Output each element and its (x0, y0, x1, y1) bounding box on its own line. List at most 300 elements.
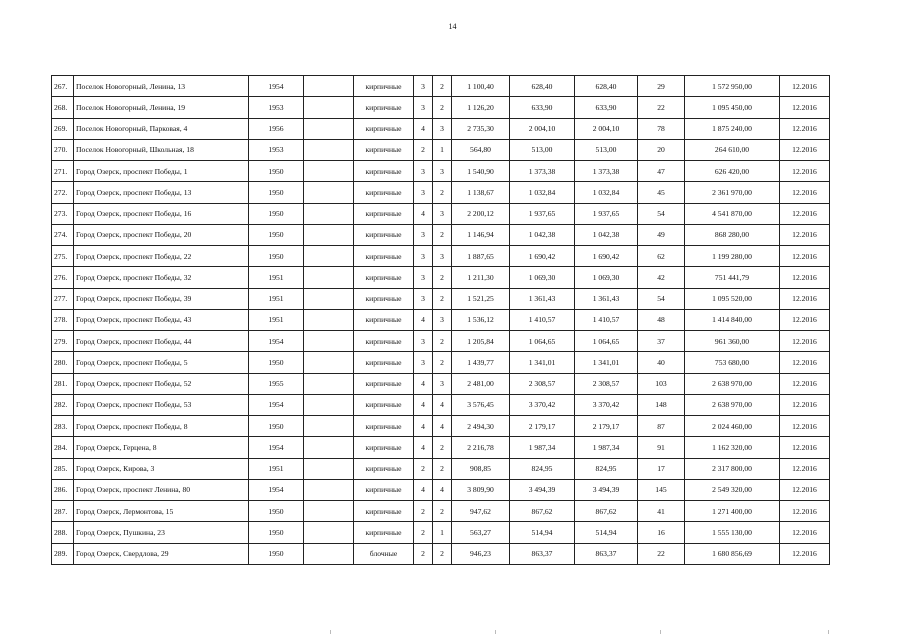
table-body (52, 76, 830, 565)
wall-material-cell: кирпичные (354, 331, 414, 352)
repair-cost-cell: 2 024 460,00 (685, 416, 780, 437)
repair-cost-cell: 961 360,00 (685, 331, 780, 352)
year-built-cell: 1956 (249, 118, 304, 139)
repair-cost-cell: 1 875 240,00 (685, 118, 780, 139)
wall-material-cell: кирпичные (354, 161, 414, 182)
empty-cell (304, 76, 354, 97)
residential-area-cell: 1 032,84 (575, 182, 638, 203)
residential-area-cell: 867,62 (575, 501, 638, 522)
table-row (52, 394, 830, 415)
floors-cell: 4 (414, 394, 433, 415)
page-number: 14 (448, 22, 457, 31)
wall-material-cell: кирпичные (354, 437, 414, 458)
residents-cell: 145 (638, 479, 685, 500)
repair-cost-cell: 4 541 870,00 (685, 203, 780, 224)
row-number-cell: 275. (52, 246, 74, 267)
year-built-cell: 1951 (249, 458, 304, 479)
table-row (52, 416, 830, 437)
year-built-cell: 1950 (249, 352, 304, 373)
deadline-cell: 12.2016 (780, 352, 830, 373)
empty-cell (304, 501, 354, 522)
living-area-cell: 824,95 (510, 458, 575, 479)
repair-cost-cell: 2 549 320,00 (685, 479, 780, 500)
living-area-cell: 513,00 (510, 139, 575, 160)
empty-cell (304, 458, 354, 479)
table-row (52, 437, 830, 458)
row-number-cell: 284. (52, 437, 74, 458)
entrances-cell: 3 (433, 309, 452, 330)
wall-material-cell: кирпичные (354, 97, 414, 118)
deadline-cell: 12.2016 (780, 267, 830, 288)
repair-cost-cell: 1 095 450,00 (685, 97, 780, 118)
repair-cost-cell: 2 638 970,00 (685, 373, 780, 394)
entrances-cell: 4 (433, 416, 452, 437)
address-cell: Город Озерск, проспект Победы, 5 (74, 352, 249, 373)
table-row (52, 458, 830, 479)
address-cell: Город Озерск, проспект Победы, 1 (74, 161, 249, 182)
year-built-cell: 1954 (249, 394, 304, 415)
row-number-cell: 267. (52, 76, 74, 97)
repair-cost-cell: 868 280,00 (685, 224, 780, 245)
empty-cell (304, 309, 354, 330)
total-area-cell: 563,27 (452, 522, 510, 543)
wall-material-cell: кирпичные (354, 203, 414, 224)
residential-area-cell: 1 042,38 (575, 224, 638, 245)
residents-cell: 22 (638, 97, 685, 118)
entrances-cell: 2 (433, 76, 452, 97)
residents-cell: 22 (638, 543, 685, 564)
row-number-cell: 279. (52, 331, 74, 352)
address-cell: Город Озерск, проспект Победы, 52 (74, 373, 249, 394)
deadline-cell: 12.2016 (780, 437, 830, 458)
deadline-cell: 12.2016 (780, 224, 830, 245)
total-area-cell: 908,85 (452, 458, 510, 479)
residential-area-cell: 1 937,65 (575, 203, 638, 224)
residential-area-cell: 1 064,65 (575, 331, 638, 352)
deadline-cell: 12.2016 (780, 288, 830, 309)
deadline-cell: 12.2016 (780, 203, 830, 224)
residential-area-cell: 3 494,39 (575, 479, 638, 500)
entrances-cell: 2 (433, 97, 452, 118)
address-cell: Поселок Новогорный, Ленина, 13 (74, 76, 249, 97)
address-cell: Город Озерск, проспект Победы, 32 (74, 267, 249, 288)
year-built-cell: 1950 (249, 203, 304, 224)
year-built-cell: 1954 (249, 437, 304, 458)
wall-material-cell: кирпичные (354, 479, 414, 500)
residents-cell: 62 (638, 246, 685, 267)
residents-cell: 37 (638, 331, 685, 352)
table-row (52, 501, 830, 522)
total-area-cell: 1 887,65 (452, 246, 510, 267)
living-area-cell: 633,90 (510, 97, 575, 118)
wall-material-cell: кирпичные (354, 118, 414, 139)
address-cell: Поселок Новогорный, Школьная, 18 (74, 139, 249, 160)
wall-material-cell: кирпичные (354, 373, 414, 394)
residents-cell: 48 (638, 309, 685, 330)
row-number-cell: 278. (52, 309, 74, 330)
deadline-cell: 12.2016 (780, 501, 830, 522)
empty-cell (304, 182, 354, 203)
total-area-cell: 2 494,30 (452, 416, 510, 437)
table-row (52, 352, 830, 373)
row-number-cell: 277. (52, 288, 74, 309)
living-area-cell: 2 308,57 (510, 373, 575, 394)
repair-cost-cell: 751 441,79 (685, 267, 780, 288)
deadline-cell: 12.2016 (780, 394, 830, 415)
address-cell: Город Озерск, Лермонтова, 15 (74, 501, 249, 522)
repair-cost-cell: 1 162 320,00 (685, 437, 780, 458)
total-area-cell: 947,62 (452, 501, 510, 522)
floors-cell: 3 (414, 161, 433, 182)
wall-material-cell: кирпичные (354, 309, 414, 330)
row-number-cell: 287. (52, 501, 74, 522)
residents-cell: 45 (638, 182, 685, 203)
deadline-cell: 12.2016 (780, 182, 830, 203)
total-area-cell: 1 146,94 (452, 224, 510, 245)
living-area-cell: 1 987,34 (510, 437, 575, 458)
address-cell: Город Озерск, проспект Победы, 20 (74, 224, 249, 245)
total-area-cell: 946,23 (452, 543, 510, 564)
row-number-cell: 273. (52, 203, 74, 224)
deadline-cell: 12.2016 (780, 373, 830, 394)
total-area-cell: 2 481,00 (452, 373, 510, 394)
address-cell: Город Озерск, проспект Победы, 44 (74, 331, 249, 352)
floors-cell: 2 (414, 501, 433, 522)
residents-cell: 17 (638, 458, 685, 479)
entrances-cell: 3 (433, 203, 452, 224)
living-area-cell: 3 494,39 (510, 479, 575, 500)
year-built-cell: 1953 (249, 139, 304, 160)
total-area-cell: 1 439,77 (452, 352, 510, 373)
floors-cell: 3 (414, 267, 433, 288)
entrances-cell: 2 (433, 543, 452, 564)
year-built-cell: 1950 (249, 543, 304, 564)
floors-cell: 4 (414, 309, 433, 330)
address-cell: Город Озерск, проспект Победы, 22 (74, 246, 249, 267)
table-row (52, 543, 830, 564)
address-cell: Город Озерск, проспект Победы, 43 (74, 309, 249, 330)
residents-cell: 78 (638, 118, 685, 139)
living-area-cell: 1 032,84 (510, 182, 575, 203)
wall-material-cell: кирпичные (354, 394, 414, 415)
entrances-cell: 2 (433, 501, 452, 522)
residents-cell: 47 (638, 161, 685, 182)
address-cell: Город Озерск, проспект Ленина, 80 (74, 479, 249, 500)
deadline-cell: 12.2016 (780, 416, 830, 437)
living-area-cell: 1 341,01 (510, 352, 575, 373)
floors-cell: 2 (414, 522, 433, 543)
deadline-cell: 12.2016 (780, 479, 830, 500)
residents-cell: 16 (638, 522, 685, 543)
entrances-cell: 2 (433, 267, 452, 288)
living-area-cell: 1 937,65 (510, 203, 575, 224)
floors-cell: 2 (414, 543, 433, 564)
floors-cell: 4 (414, 203, 433, 224)
year-built-cell: 1951 (249, 288, 304, 309)
year-built-cell: 1954 (249, 331, 304, 352)
address-cell: Город Озерск, проспект Победы, 16 (74, 203, 249, 224)
residents-cell: 42 (638, 267, 685, 288)
row-number-cell: 270. (52, 139, 74, 160)
empty-cell (304, 118, 354, 139)
row-number-cell: 276. (52, 267, 74, 288)
total-area-cell: 1 211,30 (452, 267, 510, 288)
table-row (52, 97, 830, 118)
empty-cell (304, 161, 354, 182)
entrances-cell: 2 (433, 288, 452, 309)
year-built-cell: 1950 (249, 246, 304, 267)
table-row (52, 246, 830, 267)
empty-cell (304, 543, 354, 564)
table-row (52, 479, 830, 500)
row-number-cell: 288. (52, 522, 74, 543)
living-area-cell: 514,94 (510, 522, 575, 543)
residents-cell: 91 (638, 437, 685, 458)
repair-cost-cell: 1 572 950,00 (685, 76, 780, 97)
empty-cell (304, 522, 354, 543)
table-row (52, 331, 830, 352)
scan-mark (330, 630, 331, 634)
deadline-cell: 12.2016 (780, 161, 830, 182)
repair-cost-cell: 264 610,00 (685, 139, 780, 160)
row-number-cell: 272. (52, 182, 74, 203)
address-cell: Город Озерск, Герцена, 8 (74, 437, 249, 458)
row-number-cell: 282. (52, 394, 74, 415)
total-area-cell: 1 521,25 (452, 288, 510, 309)
empty-cell (304, 331, 354, 352)
year-built-cell: 1950 (249, 161, 304, 182)
wall-material-cell: кирпичные (354, 182, 414, 203)
repair-cost-cell: 1 095 520,00 (685, 288, 780, 309)
row-number-cell: 280. (52, 352, 74, 373)
row-number-cell: 289. (52, 543, 74, 564)
repair-cost-cell: 1 680 856,69 (685, 543, 780, 564)
living-area-cell: 863,37 (510, 543, 575, 564)
repair-cost-cell: 1 555 130,00 (685, 522, 780, 543)
total-area-cell: 1 126,20 (452, 97, 510, 118)
housing-registry-table (51, 75, 830, 565)
year-built-cell: 1955 (249, 373, 304, 394)
year-built-cell: 1950 (249, 501, 304, 522)
residential-area-cell: 2 308,57 (575, 373, 638, 394)
floors-cell: 3 (414, 182, 433, 203)
year-built-cell: 1950 (249, 224, 304, 245)
residents-cell: 40 (638, 352, 685, 373)
entrances-cell: 2 (433, 437, 452, 458)
empty-cell (304, 224, 354, 245)
table-row (52, 161, 830, 182)
residential-area-cell: 2 179,17 (575, 416, 638, 437)
deadline-cell: 12.2016 (780, 458, 830, 479)
row-number-cell: 271. (52, 161, 74, 182)
total-area-cell: 1 100,40 (452, 76, 510, 97)
address-cell: Город Озерск, проспект Победы, 8 (74, 416, 249, 437)
living-area-cell: 1 064,65 (510, 331, 575, 352)
residential-area-cell: 2 004,10 (575, 118, 638, 139)
total-area-cell: 1 540,90 (452, 161, 510, 182)
residents-cell: 49 (638, 224, 685, 245)
address-cell: Город Озерск, Свердлова, 29 (74, 543, 249, 564)
table-row (52, 309, 830, 330)
wall-material-cell: кирпичные (354, 458, 414, 479)
living-area-cell: 1 410,57 (510, 309, 575, 330)
deadline-cell: 12.2016 (780, 76, 830, 97)
repair-cost-cell: 2 361 970,00 (685, 182, 780, 203)
empty-cell (304, 288, 354, 309)
living-area-cell: 1 361,43 (510, 288, 575, 309)
floors-cell: 2 (414, 458, 433, 479)
entrances-cell: 3 (433, 118, 452, 139)
empty-cell (304, 203, 354, 224)
address-cell: Город Озерск, Пушкина, 23 (74, 522, 249, 543)
floors-cell: 2 (414, 139, 433, 160)
empty-cell (304, 139, 354, 160)
living-area-cell: 1 042,38 (510, 224, 575, 245)
total-area-cell: 1 138,67 (452, 182, 510, 203)
wall-material-cell: кирпичные (354, 416, 414, 437)
floors-cell: 4 (414, 118, 433, 139)
total-area-cell: 1 536,12 (452, 309, 510, 330)
empty-cell (304, 373, 354, 394)
residential-area-cell: 863,37 (575, 543, 638, 564)
entrances-cell: 2 (433, 224, 452, 245)
total-area-cell: 2 216,78 (452, 437, 510, 458)
table-row (52, 224, 830, 245)
floors-cell: 3 (414, 224, 433, 245)
wall-material-cell: кирпичные (354, 267, 414, 288)
residential-area-cell: 824,95 (575, 458, 638, 479)
residential-area-cell: 1 373,38 (575, 161, 638, 182)
living-area-cell: 867,62 (510, 501, 575, 522)
residential-area-cell: 3 370,42 (575, 394, 638, 415)
residents-cell: 29 (638, 76, 685, 97)
residents-cell: 87 (638, 416, 685, 437)
floors-cell: 3 (414, 246, 433, 267)
floors-cell: 3 (414, 331, 433, 352)
total-area-cell: 564,80 (452, 139, 510, 160)
entrances-cell: 2 (433, 182, 452, 203)
table-row (52, 182, 830, 203)
living-area-cell: 2 179,17 (510, 416, 575, 437)
table-row (52, 288, 830, 309)
repair-cost-cell: 1 271 400,00 (685, 501, 780, 522)
empty-cell (304, 267, 354, 288)
repair-cost-cell: 1 414 840,00 (685, 309, 780, 330)
entrances-cell: 3 (433, 373, 452, 394)
residential-area-cell: 513,00 (575, 139, 638, 160)
wall-material-cell: кирпичные (354, 352, 414, 373)
table-row (52, 76, 830, 97)
scan-mark (828, 630, 829, 634)
deadline-cell: 12.2016 (780, 118, 830, 139)
total-area-cell: 2 735,30 (452, 118, 510, 139)
wall-material-cell: кирпичные (354, 224, 414, 245)
floors-cell: 4 (414, 437, 433, 458)
year-built-cell: 1953 (249, 97, 304, 118)
empty-cell (304, 416, 354, 437)
residents-cell: 54 (638, 203, 685, 224)
table-row (52, 118, 830, 139)
empty-cell (304, 437, 354, 458)
table-row (52, 203, 830, 224)
floors-cell: 4 (414, 373, 433, 394)
residents-cell: 41 (638, 501, 685, 522)
table-row (52, 373, 830, 394)
wall-material-cell: блочные (354, 543, 414, 564)
residential-area-cell: 1 987,34 (575, 437, 638, 458)
row-number-cell: 274. (52, 224, 74, 245)
living-area-cell: 1 690,42 (510, 246, 575, 267)
address-cell: Город Озерск, проспект Победы, 53 (74, 394, 249, 415)
entrances-cell: 1 (433, 522, 452, 543)
address-cell: Поселок Новогорный, Парковая, 4 (74, 118, 249, 139)
row-number-cell: 283. (52, 416, 74, 437)
residents-cell: 148 (638, 394, 685, 415)
repair-cost-cell: 2 317 800,00 (685, 458, 780, 479)
empty-cell (304, 479, 354, 500)
entrances-cell: 2 (433, 352, 452, 373)
living-area-cell: 1 069,30 (510, 267, 575, 288)
residential-area-cell: 633,90 (575, 97, 638, 118)
floors-cell: 4 (414, 479, 433, 500)
floors-cell: 3 (414, 97, 433, 118)
living-area-cell: 3 370,42 (510, 394, 575, 415)
scan-mark (495, 630, 496, 634)
residential-area-cell: 1 410,57 (575, 309, 638, 330)
year-built-cell: 1951 (249, 309, 304, 330)
total-area-cell: 3 809,90 (452, 479, 510, 500)
year-built-cell: 1951 (249, 267, 304, 288)
wall-material-cell: кирпичные (354, 139, 414, 160)
entrances-cell: 2 (433, 458, 452, 479)
residential-area-cell: 628,40 (575, 76, 638, 97)
total-area-cell: 1 205,84 (452, 331, 510, 352)
residents-cell: 103 (638, 373, 685, 394)
deadline-cell: 12.2016 (780, 522, 830, 543)
table-row (52, 522, 830, 543)
wall-material-cell: кирпичные (354, 76, 414, 97)
residential-area-cell: 1 069,30 (575, 267, 638, 288)
living-area-cell: 1 373,38 (510, 161, 575, 182)
floors-cell: 3 (414, 76, 433, 97)
deadline-cell: 12.2016 (780, 97, 830, 118)
residential-area-cell: 514,94 (575, 522, 638, 543)
empty-cell (304, 97, 354, 118)
residential-area-cell: 1 341,01 (575, 352, 638, 373)
row-number-cell: 281. (52, 373, 74, 394)
empty-cell (304, 246, 354, 267)
deadline-cell: 12.2016 (780, 331, 830, 352)
living-area-cell: 2 004,10 (510, 118, 575, 139)
residents-cell: 20 (638, 139, 685, 160)
empty-cell (304, 352, 354, 373)
deadline-cell: 12.2016 (780, 543, 830, 564)
address-cell: Город Озерск, Кирова, 3 (74, 458, 249, 479)
residents-cell: 54 (638, 288, 685, 309)
deadline-cell: 12.2016 (780, 309, 830, 330)
entrances-cell: 4 (433, 394, 452, 415)
entrances-cell: 2 (433, 331, 452, 352)
wall-material-cell: кирпичные (354, 288, 414, 309)
row-number-cell: 269. (52, 118, 74, 139)
year-built-cell: 1950 (249, 522, 304, 543)
wall-material-cell: кирпичные (354, 246, 414, 267)
row-number-cell: 286. (52, 479, 74, 500)
wall-material-cell: кирпичные (354, 501, 414, 522)
deadline-cell: 12.2016 (780, 139, 830, 160)
year-built-cell: 1950 (249, 182, 304, 203)
entrances-cell: 3 (433, 246, 452, 267)
